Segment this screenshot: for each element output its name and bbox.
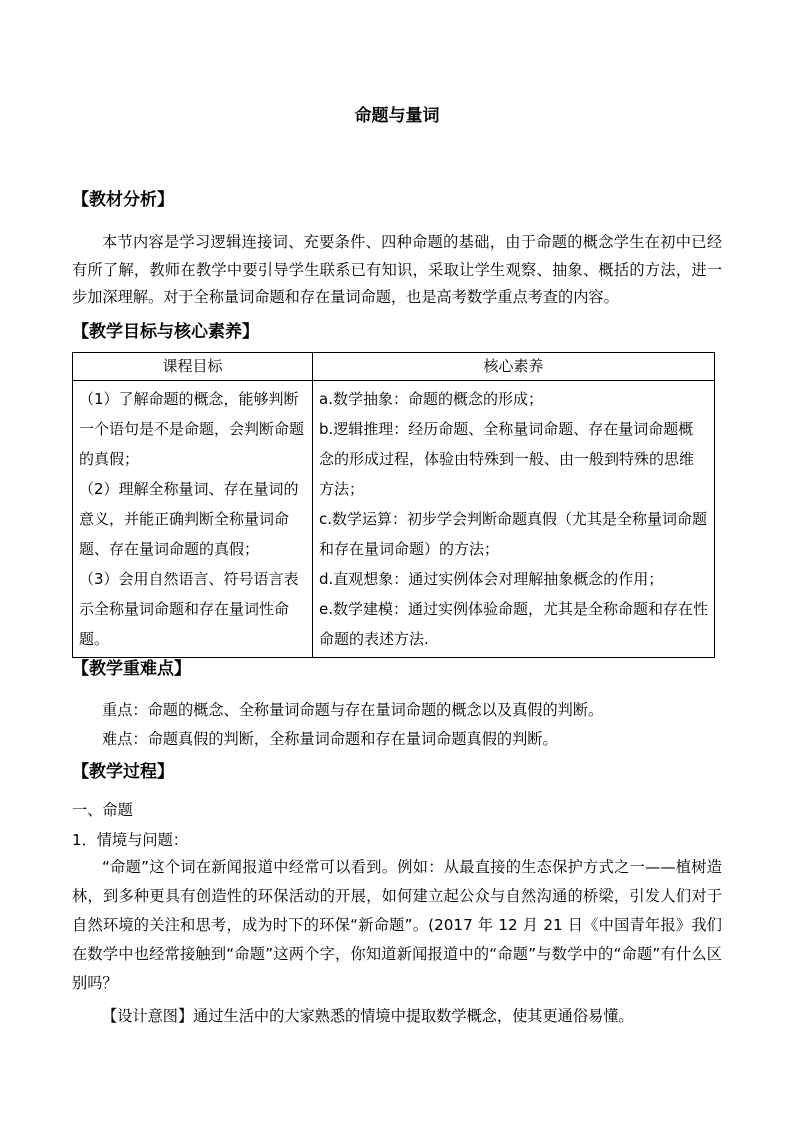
course-goals-cell [73,381,313,658]
goals-table [72,352,715,658]
literacy-item: e.数学建模：通过实例体验命题，尤其是全称命题和存在性命题的表述方法. [319,600,708,648]
literacy-item: a.数学抽象：命题的概念的形成； [319,390,543,408]
part-one-label: 一、命题 [72,801,133,819]
key-point-text: 重点：命题的概念、全称量词命题与存在量词命题的概念以及真假的判断。 [102,701,604,719]
difficult-point-text: 难点：命题真假的判断，全称量词命题和存在量词命题真假的判断。 [102,730,558,748]
heading-teaching-process: 【教学过程】 [72,762,174,782]
literacy-item: b.逻辑推理：经历命题、全称量词命题、存在量词命题概念的形成过程，体验由特殊到一般、由一般到特殊的思维方法； [319,420,695,498]
heading-goals-literacy: 【教学目标与核心素养】 [72,322,259,342]
page-title: 命题与量词 [354,106,440,126]
literacy-item: d.直观想象：通过实例体会对理解抽象概念的作用； [319,570,664,588]
table-row [73,381,715,658]
literacy-item: c.数学运算：初步学会判断命题真假（尤其是全称量词命题和存在量词命题）的方法； [319,510,708,558]
header-core-literacy: 核心素养 [313,353,715,381]
heading-key-difficulty: 【教学重难点】 [72,659,191,679]
course-goal-item: （3）会用自然语言、符号语言表示全称量词命题和存在量词性命题。 [79,570,299,648]
course-goal-item: （1）了解命题的概念，能够判断一个语句是不是命题，会判断命题的真假； [79,390,305,468]
heading-textbook-analysis: 【教材分析】 [72,190,174,210]
course-goal-item: （2）理解全称量词、存在量词的意义，并能正确判断全称量词命题、存在量词命题的真假； [79,480,299,558]
design-intent-text: 【设计意图】通过生活中的大家熟悉的情境中提取数学概念，使其更通俗易懂。 [102,1007,634,1025]
table-header-row [73,353,715,381]
scenario-paragraph: “命题”这个词在新闻报道中经常可以看到。例如：从最直接的生态保护方式之一——植树造林，到多种更具有创造性的环保活动的开展，如何建立起公众与自然沟通的桥梁，引发人们对于自然环境的关注和思考，成为时下的环保“新命题”。(2017 年 12 月 21 日《中国青年报》我们在数学中也经常接触到“命题”这两个字，你知道新闻报道中的“命题”与数学中的“命题”有什么区别吗？ [72,858,722,992]
core-literacy-cell [313,381,715,658]
header-course-goals: 课程目标 [73,353,313,381]
step-one-label: 1．情境与问题： [72,831,188,849]
analysis-paragraph: 本节内容是学习逻辑连接词、充要条件、四种命题的基础，由于命题的概念学生在初中已经有所了解，教师在教学中要引导学生联系已有知识，采取让学生观察、抽象、概括的方法，进一步加深理解。对于全称量词命题和存在量词命题，也是高考数学重点考查的内容。 [72,233,722,306]
